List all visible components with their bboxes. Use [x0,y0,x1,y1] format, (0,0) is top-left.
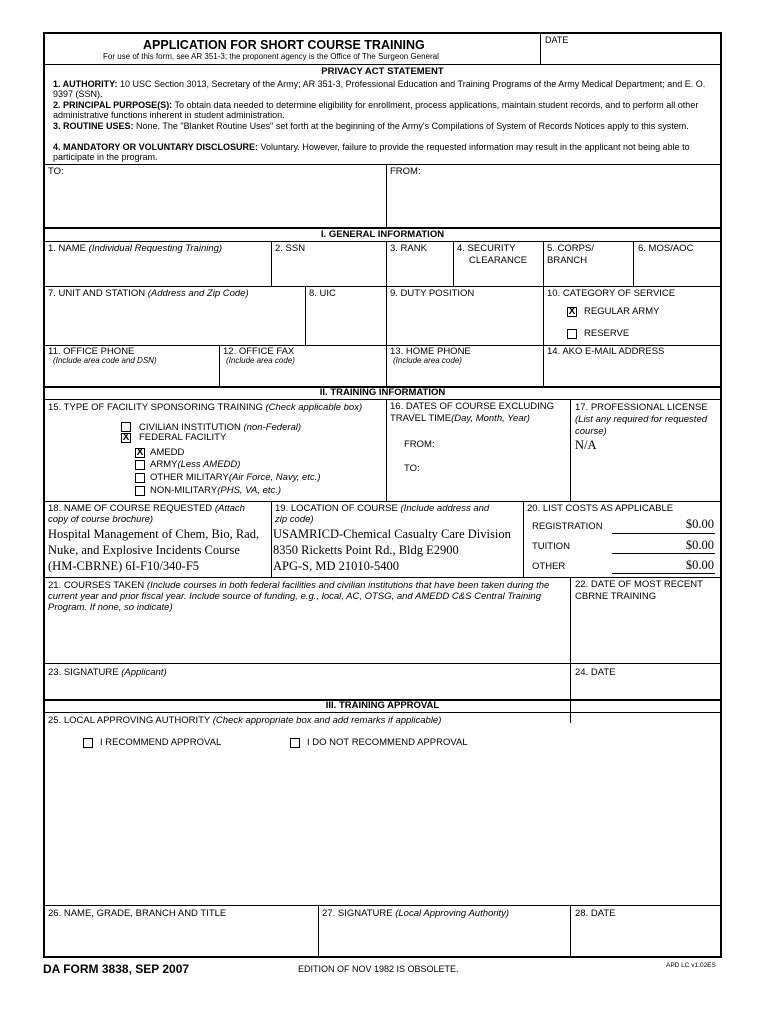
form-subtitle: For use of this form, see AR 351-3; the proponent agency is the Office of The Surgeon General [103,52,439,61]
not-recommend-approval-checkbox[interactable] [290,738,300,748]
approver-name-grade-label: 26. NAME, GRADE, BRANCH AND TITLE [48,908,227,919]
to-address-field[interactable] [46,180,384,225]
course-to-label: TO: [404,463,420,474]
professional-license-hint: (List any required for requested [575,414,708,425]
office-phone-label: 11. OFFICE PHONE [48,346,135,357]
form-id: DA FORM 3838, SEP 2007 [43,962,190,976]
course-name-line-3[interactable]: (HM-CBRNE) 6I-F10/340-F5 [48,559,200,573]
professional-license-hint-2: course) [575,426,607,437]
privacy-routine-uses: 3. ROUTINE USES: None. The "Blanket Routine Uses" set forth at the beginning of the Army's Compilations of System of Records Notices apply to this system. [53,121,689,131]
application-form [43,32,722,958]
amedd-checkbox[interactable]: X [136,447,144,458]
civilian-institution-checkbox[interactable] [121,422,131,432]
recent-cbrne-label: 22. DATE OF MOST RECENT [575,579,703,590]
home-phone-label: 13. HOME PHONE [390,346,471,357]
to-label: TO: [48,166,64,177]
name-label: 1. NAME (Individual Requesting Training) [48,243,223,254]
federal-facility-checkbox[interactable]: X [122,432,130,443]
remarks-area[interactable] [46,754,719,904]
courses-taken-label: 21. COURSES TAKEN (Include courses in both federal facilities and civilian institutions that have been taken during the current year and prior fiscal year. Include source of funding, e.g., local, AC, OTSG, and AMEDD C&S Central Training Program. If none, so indicate) [48,580,550,613]
costs-label: 20. LIST COSTS AS APPLICABLE [527,503,674,514]
federal-facility-label: FEDERAL FACILITY [139,432,227,443]
course-location-line-2[interactable]: 8350 Ricketts Point Rd., Bldg E2900 [273,543,459,557]
course-location-line-1[interactable]: USAMRICD-Chemical Casualty Care Division [273,527,511,541]
army-checkbox[interactable] [135,460,145,470]
section-training-information-heading: II. TRAINING INFORMATION [319,387,446,398]
applicant-date-label: 24. DATE [575,667,616,678]
course-from-label: FROM: [404,439,435,450]
army-label: ARMY(Less AMEDD) [150,459,241,470]
non-military-label: NON-MILITARY(PHS, VA, etc.) [150,485,282,496]
civilian-institution-label: CIVILIAN INSTITUTION (non-Federal) [139,422,302,433]
mos-aoc-label: 6. MOS/AOC [638,243,694,254]
duty-position-label: 9. DUTY POSITION [390,288,475,299]
security-clearance-label-2: CLEARANCE [469,255,528,266]
other-cost-label: OTHER [532,561,566,572]
home-phone-hint: (Include area code) [393,356,462,365]
office-fax-hint: (Include area code) [226,356,295,365]
category-of-service-label: 10. CATEGORY OF SERVICE [547,288,676,299]
other-military-label: OTHER MILITARY(Air Force, Navy, etc.) [150,472,321,483]
regular-army-label: REGULAR ARMY [584,306,660,317]
privacy-authority: 1. AUTHORITY: 10 USC Section 3013, Secretary of the Army; AR 351-3, Professional Education and Training Programs of the Army Medical Department; and E. O. 9397 (SSN). [53,79,706,99]
unit-station-label: 7. UNIT AND STATION (Address and Zip Code) [48,288,249,299]
recommend-approval-checkbox[interactable] [83,738,93,748]
course-location-label: 19. LOCATION OF COURSE (Include address and [275,503,490,514]
privacy-purpose: 2. PRINCIPAL PURPOSE(S): To obtain data needed to determine eligibility for enrollment, process applications, maintain student records, and to perform all other administrative functions inherent in student administration. [53,100,699,120]
non-military-checkbox[interactable] [135,486,145,496]
course-location-line-3[interactable]: APG-S, MD 21010-5400 [273,559,400,573]
date-divider [540,34,541,64]
ako-email-label: 14. AKO E-MAIL ADDRESS [547,346,665,357]
corps-branch-label: 5. CORPS/ [547,243,594,254]
course-dates-label-2: TRAVEL TIME(Day, Month, Year) [390,413,530,424]
office-fax-label: 12. OFFICE FAX [223,346,295,357]
corps-branch-label-2: BRANCH [547,255,588,266]
other-military-checkbox[interactable] [135,473,145,483]
privacy-heading: PRIVACY ACT STATEMENT [321,66,444,77]
other-cost-value[interactable]: $0.00 [685,558,714,572]
recent-cbrne-label-2: CBRNE TRAINING [575,591,657,602]
from-address-field[interactable] [388,180,718,225]
not-recommend-approval-label: I DO NOT RECOMMEND APPROVAL [307,737,468,748]
section-training-approval-heading: III. TRAINING APPROVAL [325,700,440,711]
facility-type-label: 15. TYPE OF FACILITY SPONSORING TRAINING (Check applicable box) [48,402,363,413]
registration-value[interactable]: $0.00 [685,517,714,531]
rank-label: 3. RANK [390,243,427,254]
from-label: FROM: [390,166,421,177]
approver-date-label: 28. DATE [575,908,616,919]
professional-license-value[interactable]: N/A [575,438,597,452]
course-name-line-2[interactable]: Nuke, and Explosive Incidents Course [48,543,240,557]
course-dates-label: 16. DATES OF COURSE EXCLUDING [390,401,554,412]
professional-license-label: 17. PROFESSIONAL LICENSE [575,402,708,413]
uic-label: 8. UIC [309,288,336,299]
tuition-value[interactable]: $0.00 [685,538,714,552]
registration-label: REGISTRATION [532,521,603,532]
regular-army-checkbox[interactable]: X [568,306,576,317]
course-name-line-1[interactable]: Hospital Management of Chem, Bio, Rad, [48,527,260,541]
section-general-information-heading: I. GENERAL INFORMATION [320,229,445,240]
header-date-label: DATE [545,35,569,45]
reserve-checkbox[interactable] [567,329,577,339]
version-note: APD LC v1.02ES [666,962,716,969]
recommend-approval-label: I RECOMMEND APPROVAL [100,737,222,748]
ssn-label: 2. SSN [275,243,306,254]
form-title: APPLICATION FOR SHORT COURSE TRAINING [143,38,425,52]
approving-authority-label: 25. LOCAL APPROVING AUTHORITY (Check appropriate box and add remarks if applicable) [48,715,442,726]
course-name-hint: copy of course brochure) [48,514,154,525]
applicant-signature-label: 23. SIGNATURE (Applicant) [48,667,167,678]
tuition-label: TUITION [532,541,570,552]
amedd-label: AMEDD [150,447,185,458]
office-phone-hint: (Include area code and DSN) [53,356,157,365]
course-location-hint: zip code) [275,514,314,525]
security-clearance-label: 4. SECURITY [457,243,516,254]
reserve-label: RESERVE [584,328,630,339]
edition-note: EDITION OF NOV 1982 IS OBSOLETE. [298,964,459,974]
privacy-disclosure: 4. MANDATORY OR VOLUNTARY DISCLOSURE: Voluntary. However, failure to provide the requested information may result in the applicant not being able to participate in the program. [53,142,690,162]
approver-signature-label: 27. SIGNATURE (Local Approving Authority) [322,908,510,919]
course-name-label: 18. NAME OF COURSE REQUESTED (Attach [48,503,245,514]
